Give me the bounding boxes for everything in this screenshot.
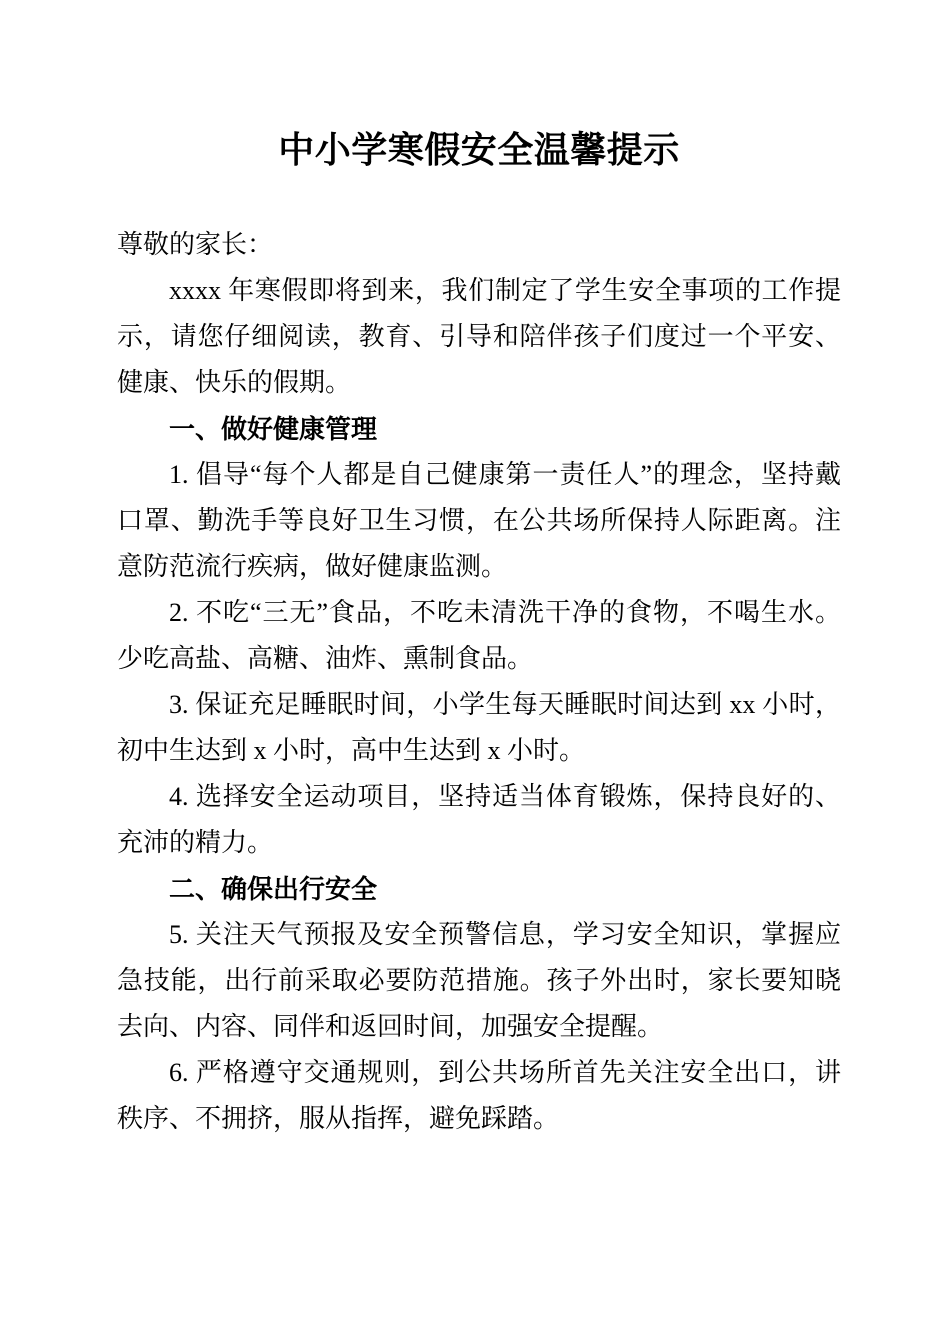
section-1-item-3: 3. 保证充足睡眠时间，小学生每天睡眠时间达到 xx 小时，初中生达到 x 小时，高中生达到 x 小时。	[117, 690, 841, 765]
salutation: 尊敬的家长：	[117, 230, 274, 259]
section-heading-health-management: 一、做好健康管理	[169, 414, 378, 444]
section-1-item-2: 2. 不吃“三无”食品，不吃未清洗干净的食物，不喝生水。少吃高盐、高糖、油炸、熏制食品。	[117, 598, 841, 673]
document-body	[117, 222, 841, 1142]
section-1-item-4: 4. 选择安全运动项目，坚持适当体育锻炼，保持良好的、充沛的精力。	[117, 782, 841, 857]
section-heading-travel-safety: 二、确保出行安全	[169, 874, 378, 904]
document-title: 中小学寒假安全温馨提示	[278, 130, 680, 170]
section-2-item-6: 6. 严格遵守交通规则，到公共场所首先关注安全出口，讲秩序、不拥挤，服从指挥，避免踩踏。	[117, 1058, 841, 1133]
section-1-item-1: 1. 倡导“每个人都是自己健康第一责任人”的理念，坚持戴口罩、勤洗手等良好卫生习惯，在公共场所保持人际距离。注意防范流行疾病，做好健康监测。	[117, 460, 841, 581]
intro-paragraph: xxxx 年寒假即将到来，我们制定了学生安全事项的工作提示，请您仔细阅读，教育、引导和陪伴孩子们度过一个平安、健康、快乐的假期。	[117, 276, 841, 397]
section-2-item-5: 5. 关注天气预报及安全预警信息，学习安全知识，掌握应急技能，出行前采取必要防范措施。孩子外出时，家长要知晓去向、内容、同伴和返回时间，加强安全提醒。	[117, 920, 841, 1041]
